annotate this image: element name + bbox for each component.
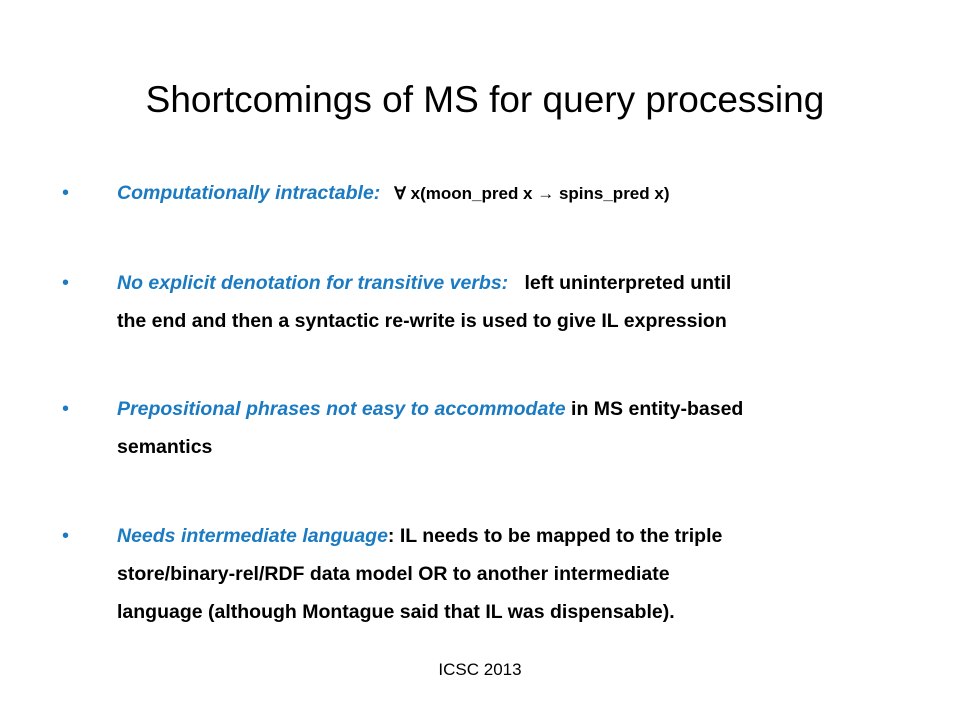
bullet-highlight: No explicit denotation for transitive verbs	[117, 272, 502, 294]
bullet-line: store/binary-rel/RDF data model OR to another intermediate	[117, 563, 670, 585]
bullet-highlight: Needs intermediate language	[117, 525, 388, 547]
bullet-line: semantics	[117, 436, 213, 458]
bullet-marker: •	[62, 525, 70, 547]
bullet-line: the end and then a syntactic re-write is used to give IL expression	[117, 310, 727, 332]
bullet-punct: :	[373, 182, 381, 204]
bullet-line: language (although Montague said that IL was dispensable).	[117, 601, 675, 623]
bullet-marker: •	[62, 272, 70, 294]
bullet-highlight: Computationally intractable	[117, 182, 374, 204]
formula-text: ∀ x(moon_pred x → spins_pred x)	[394, 184, 670, 203]
footer-text: ICSC 2013	[438, 660, 522, 679]
bullet-marker: •	[62, 398, 70, 420]
bullet-text	[117, 517, 907, 631]
bullet-line: left uninterpreted until	[524, 272, 732, 294]
slide-title: Shortcomings of MS for query processing	[145, 79, 825, 120]
bullet-text	[117, 264, 907, 340]
bullet-line: : IL needs to be mapped to the triple	[387, 525, 723, 547]
bullet-marker: •	[62, 182, 70, 204]
bullet-text	[117, 174, 907, 213]
bullet-highlight: Prepositional phrases not easy to accommodate	[117, 398, 566, 420]
bullet-punct: :	[501, 272, 509, 294]
bullet-line: in MS entity-based	[565, 398, 744, 420]
bullet-text	[117, 390, 907, 466]
